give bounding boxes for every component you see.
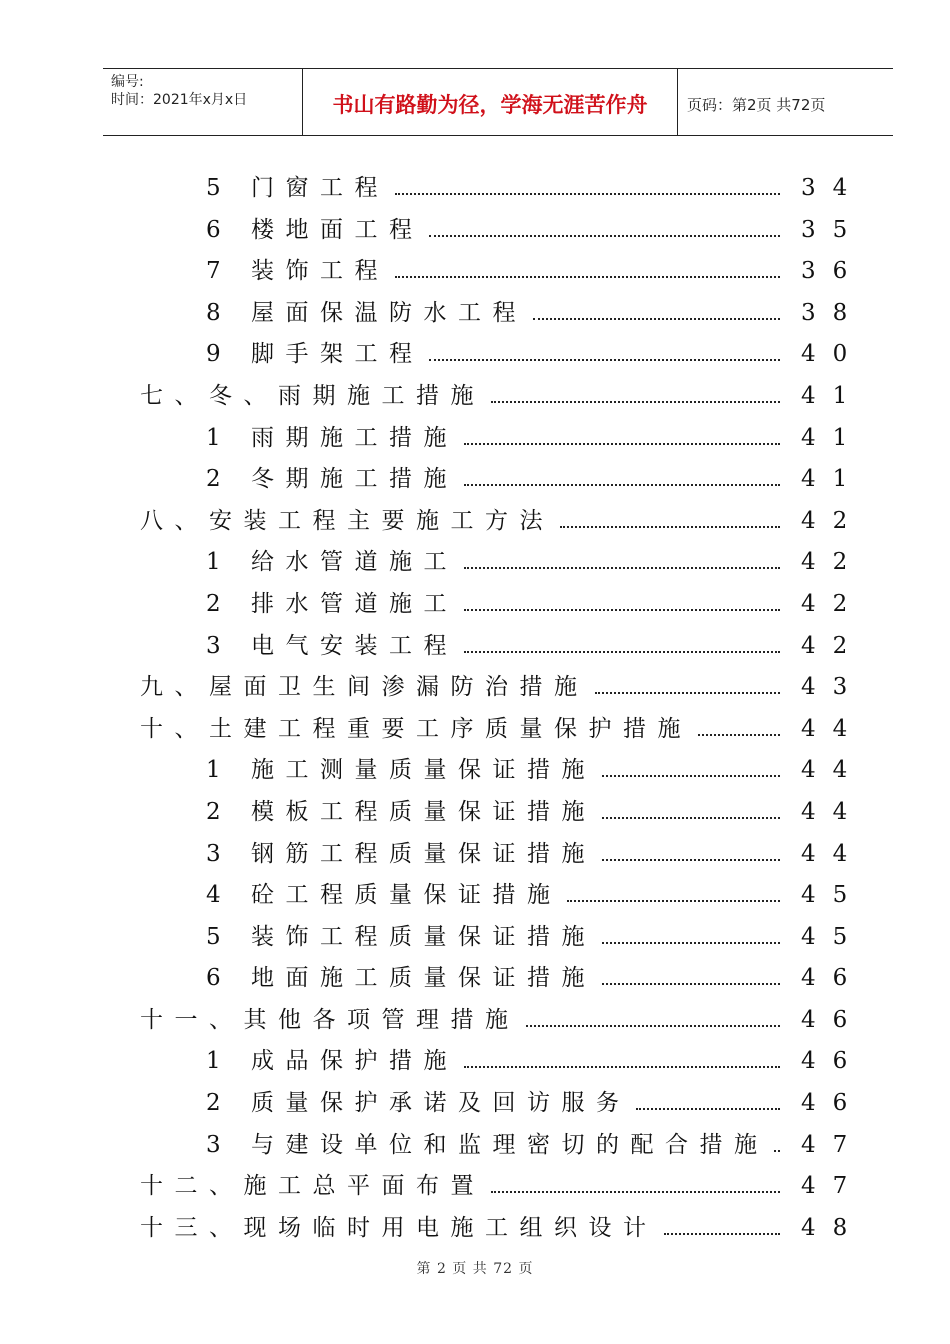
toc-entry-page-number: 43 [801,674,865,701]
toc-entry[interactable] [0,250,950,292]
toc-entry-page-number: 41 [801,466,865,493]
toc-entry[interactable] [0,333,950,375]
toc-entry-page-number: 38 [801,299,865,326]
toc-entry-page-number: 48 [801,1214,865,1241]
toc-entry-title: 8 屋面保温防水工程 [206,299,533,327]
toc-entry-page-number: 35 [801,216,865,243]
toc-dot-leader [533,316,780,320]
toc-entry[interactable] [0,749,950,791]
header-divider [677,69,678,135]
toc-entry[interactable] [0,999,950,1041]
toc-entry-page-number: 36 [801,258,865,285]
toc-entry-title: 十二、施工总平面布置 [140,1172,491,1200]
toc-entry-page-number: 34 [801,175,865,201]
toc-dot-leader [464,565,780,569]
toc-entry[interactable] [0,708,950,750]
toc-entry[interactable] [0,957,950,999]
toc-entry-title: 八、安装工程主要施工方法 [140,507,560,535]
toc-dot-leader [464,441,780,445]
header-meta [111,73,301,109]
toc-entry[interactable] [0,167,950,209]
toc-dot-leader [664,1231,780,1235]
toc-dot-leader [602,815,780,819]
toc-entry[interactable] [0,417,950,459]
toc-entry[interactable] [0,666,950,708]
toc-dot-leader [602,940,780,944]
toc-entry[interactable] [0,916,950,958]
toc-entry-title: 1 给水管道施工 [206,548,464,576]
header-page-info: 页码：第2页 共72页 [687,96,826,114]
header-motto: 书山有路勤为径，学海无涯苦作舟 [332,93,648,117]
toc-dot-leader [491,1189,780,1193]
toc-entry[interactable] [0,375,950,417]
toc-entry-title: 4 砼工程质量保证措施 [206,881,567,909]
toc-entry-title: 十、土建工程重要工序质量保护措施 [140,715,698,743]
toc-entry-page-number: 45 [801,923,865,950]
toc-entry-page-number: 40 [801,341,865,368]
toc-entry-page-number: 41 [801,382,865,409]
toc-entry-title: 九、屋面卫生间渗漏防治措施 [140,673,595,701]
document-number-label: 编号: [111,74,144,90]
toc-dot-leader [602,857,780,861]
toc-dot-leader [774,1148,780,1152]
page-footer: 第 2 页 共 72 页 [416,1261,534,1277]
toc-dot-leader [560,524,780,528]
toc-dot-leader [464,607,780,611]
toc-entry[interactable] [0,1165,950,1207]
toc-entry-page-number: 44 [801,715,865,742]
document-date: 时间：2021年x月x日 [111,92,248,108]
toc-entry-page-number: 42 [801,507,865,534]
toc-entry-page-number: 46 [801,1006,865,1033]
toc-dot-leader [395,191,780,195]
toc-entry-title: 5 装饰工程质量保证措施 [206,923,602,951]
toc-entry-title: 2 质量保护承诺及回访服务 [206,1089,636,1117]
toc-entry[interactable] [0,541,950,583]
toc-entry[interactable] [0,458,950,500]
toc-dot-leader [464,649,780,653]
toc-entry-page-number: 46 [801,1048,865,1075]
toc-entry[interactable] [0,874,950,916]
toc-entry-title: 3 钢筋工程质量保证措施 [206,840,602,868]
toc-entry[interactable] [0,833,950,875]
toc-entry-page-number: 42 [801,590,865,617]
toc-entry-title: 7 装饰工程 [206,257,395,285]
toc-entry-page-number: 41 [801,424,865,451]
toc-dot-leader [429,233,780,237]
toc-entry-page-number: 47 [801,1173,865,1200]
toc-dot-leader [567,898,780,902]
toc-dot-leader [464,482,780,486]
toc-entry-page-number: 45 [801,882,865,909]
toc-entry[interactable] [0,1207,950,1249]
toc-dot-leader [464,1064,780,1068]
toc-entry-page-number: 47 [801,1131,865,1158]
toc-dot-leader [491,399,780,403]
page-header [103,68,893,136]
toc-entry-page-number: 42 [801,632,865,659]
toc-entry[interactable] [0,583,950,625]
toc-dot-leader [698,732,780,736]
toc-entry[interactable] [0,1082,950,1124]
toc-entry-title: 十三、现场临时用电施工组织设计 [140,1214,664,1242]
toc-entry-title: 6 地面施工质量保证措施 [206,964,602,992]
toc-entry-title: 3 与建设单位和监理密切的配合措施 [206,1131,774,1159]
toc-dot-leader [526,1023,780,1027]
toc-entry-title: 1 雨期施工措施 [206,424,464,452]
toc-entry-title: 七、冬、雨期施工措施 [140,382,491,410]
toc-entry[interactable] [0,791,950,833]
toc-entry-title: 6 楼地面工程 [206,216,429,244]
toc-entry-title: 2 模板工程质量保证措施 [206,798,602,826]
table-of-contents [0,167,950,1248]
toc-entry-title: 2 排水管道施工 [206,590,464,618]
toc-entry-page-number: 44 [801,798,865,825]
toc-dot-leader [602,773,780,777]
toc-dot-leader [636,1106,780,1110]
toc-entry[interactable] [0,292,950,334]
toc-entry-title: 1 成品保护措施 [206,1047,464,1075]
toc-entry[interactable] [0,500,950,542]
toc-entry-title: 十一、其他各项管理措施 [140,1006,526,1034]
toc-entry-page-number: 44 [801,757,865,784]
toc-dot-leader [595,690,780,694]
toc-entry-page-number: 46 [801,1090,865,1117]
toc-dot-leader [395,274,780,278]
toc-entry[interactable] [0,209,950,251]
toc-entry[interactable] [0,625,950,667]
toc-dot-leader [429,357,780,361]
toc-entry-page-number: 42 [801,549,865,576]
toc-entry-title: 9 脚手架工程 [206,340,429,368]
toc-entry-title: 2 冬期施工措施 [206,465,464,493]
toc-entry-title: 5 门窗工程 [206,174,395,202]
toc-entry-title: 3 电气安装工程 [206,632,464,660]
toc-entry-page-number: 44 [801,840,865,867]
toc-entry-title: 1 施工测量质量保证措施 [206,756,602,784]
toc-entry[interactable] [0,1124,950,1166]
toc-entry-page-number: 46 [801,965,865,992]
toc-entry[interactable] [0,1040,950,1082]
toc-dot-leader [602,981,780,985]
